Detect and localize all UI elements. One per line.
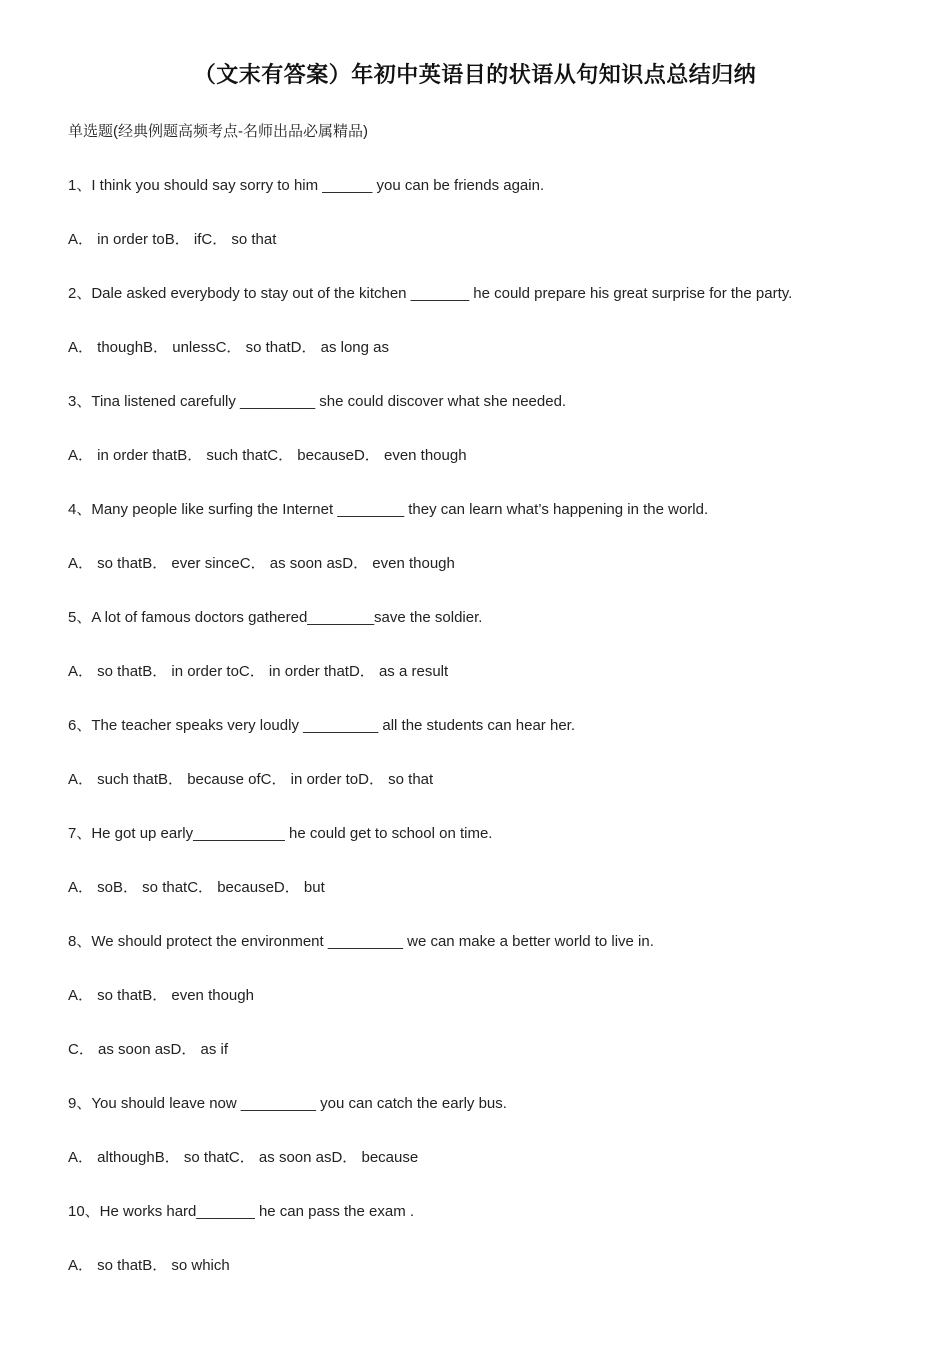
options-7: A． soB． so thatC． becauseD． but (68, 879, 325, 896)
question-6: 6、The teacher speaks very loudly _________ all the students can hear her. (68, 717, 575, 734)
question-4: 4、Many people like surfing the Internet ________ they can learn what’s happening in the world. (68, 501, 709, 518)
question-5: 5、A lot of famous doctors gathered________save the soldier. (68, 609, 483, 626)
document-title: （文末有答案）年初中英语目的状语从句知识点总结归纳 (193, 62, 757, 87)
section-label: 单选题(经典例题高频考点-名师出品必属精品) (68, 123, 368, 140)
question-7: 7、He got up early___________ he could get to school on time. (68, 825, 493, 842)
options-2: A． thoughB． unlessC． so thatD． as long as (68, 339, 389, 356)
question-3: 3、Tina listened carefully _________ she could discover what she needed. (68, 393, 567, 410)
question-2: 2、Dale asked everybody to stay out of the kitchen _______ he could prepare his great surprise for the party. (68, 285, 793, 302)
options-8-ab: A． so thatB． even though (68, 987, 254, 1004)
options-1: A． in order toB． ifC． so that (68, 231, 277, 248)
options-9: A． althoughB． so thatC． as soon asD． because (68, 1149, 419, 1166)
question-9: 9、You should leave now _________ you can catch the early bus. (68, 1095, 507, 1112)
question-1: 1、I think you should say sorry to him ______ you can be friends again. (68, 177, 545, 194)
question-list (68, 176, 908, 1310)
options-8-cd: C． as soon asD． as if (68, 1041, 229, 1058)
options-10: A． so thatB． so which (68, 1257, 230, 1274)
question-10: 10、He works hard_______ he can pass the exam . (68, 1203, 415, 1220)
options-5: A． so thatB． in order toC． in order thatD． as a result (68, 663, 449, 680)
options-4: A． so thatB． ever sinceC． as soon asD． even though (68, 555, 455, 572)
question-8: 8、We should protect the environment _________ we can make a better world to live in. (68, 933, 654, 950)
options-3: A． in order thatB． such thatC． becauseD． even though (68, 447, 467, 464)
options-6: A． such thatB． because ofC． in order toD． so that (68, 771, 434, 788)
